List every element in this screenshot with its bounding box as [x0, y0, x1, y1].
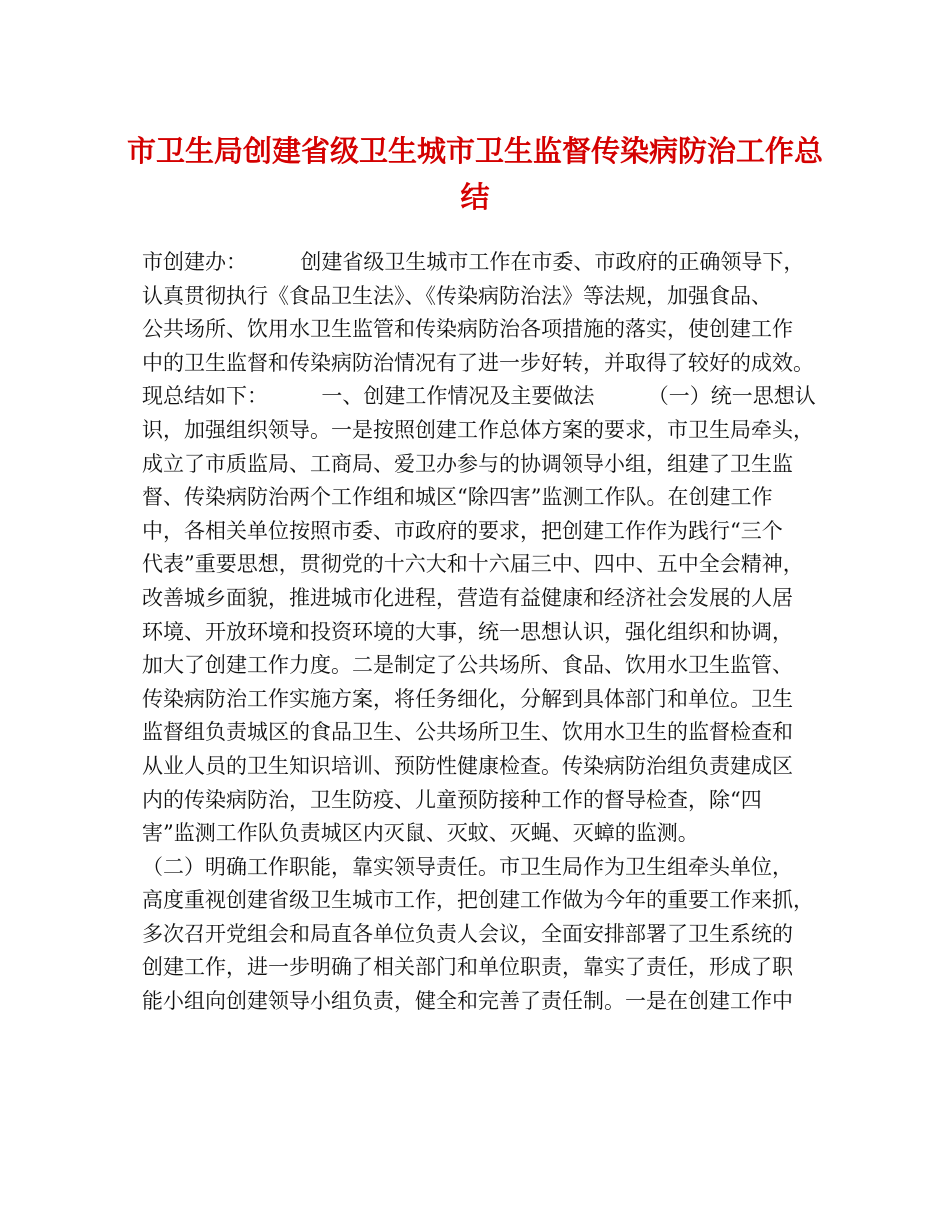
- body-line-2: 认真贯彻执行《食品卫生法》、《传染病防治法》等法规，加强食品、: [142, 283, 772, 308]
- body-line-10: 代表”重要思想，贯彻党的十六大和十六届三中、四中、五中全会精神，: [142, 552, 804, 577]
- body-line-11: 改善城乡面貌，推进城市化进程，营造有益健康和经济社会发展的人居: [142, 585, 793, 610]
- body-line-16: 从业人员的卫生知识培训、预防性健康检查。传染病防治组负责建成区: [142, 753, 793, 778]
- body-line-9: 中，各相关单位按照市委、市政府的要求，把创建工作作为践行“三个: [142, 518, 783, 543]
- body-line-5: 现总结如下： 一、创建工作情况及主要做法 （一）统一思想认: [142, 384, 816, 409]
- body-line-20: 高度重视创建省级卫生城市工作，把创建工作做为今年的重要工作来抓，: [142, 888, 814, 913]
- body-line-13: 加大了创建工作力度。二是制定了公共场所、食品、饮用水卫生监管、: [142, 653, 793, 678]
- body-line-23: 能小组向创建领导小组负责，健全和完善了责任制。一是在创建工作中: [142, 989, 793, 1014]
- body-line-6: 识，加强组织领导。一是按照创建工作总体方案的要求，市卫生局牵头，: [142, 417, 814, 442]
- body-line-4: 中的卫生监督和传染病防治情况有了进一步好转，并取得了较好的成效。: [142, 350, 814, 375]
- body-line-18: 害”监测工作队负责城区内灭鼠、灭蚊、灭蝇、灭蟑的监测。: [142, 821, 699, 846]
- document-title-line-2: 结: [460, 180, 490, 214]
- body-line-19: （二）明确工作职能，靠实领导责任。市卫生局作为卫生组牵头单位，: [142, 854, 793, 879]
- body-line-1: 市创建办： 创建省级卫生城市工作在市委、市政府的正确领导下，: [142, 250, 805, 274]
- body-line-21: 多次召开党组会和局直各单位负责人会议，全面安排部署了卫生系统的: [142, 921, 793, 946]
- body-line-22: 创建工作，进一步明确了相关部门和单位职责，靠实了责任，形成了职: [142, 955, 793, 980]
- body-line-12: 环境、开放环境和投资环境的大事，统一思想认识，强化组织和协调，: [142, 619, 793, 644]
- document-body: [142, 246, 830, 1019]
- document-title-line-1: 市卫生局创建省级卫生城市卫生监督传染病防治工作总: [126, 134, 823, 168]
- body-line-17: 内的传染病防治，卫生防疫、儿童预防接种工作的督导检查，除“四: [142, 787, 762, 812]
- body-line-8: 督、传染病防治两个工作组和城区“除四害”监测工作队。在创建工作: [142, 485, 773, 510]
- body-line-7: 成立了市质监局、工商局、爱卫办参与的协调领导小组，组建了卫生监: [142, 451, 793, 476]
- body-line-15: 监督组负责城区的食品卫生、公共场所卫生、饮用水卫生的监督检查和: [142, 720, 793, 745]
- body-line-14: 传染病防治工作实施方案，将任务细化，分解到具体部门和单位。卫生: [142, 686, 793, 711]
- body-line-3: 公共场所、饮用水卫生监管和传染病防治各项措施的落实，使创建工作: [142, 317, 793, 342]
